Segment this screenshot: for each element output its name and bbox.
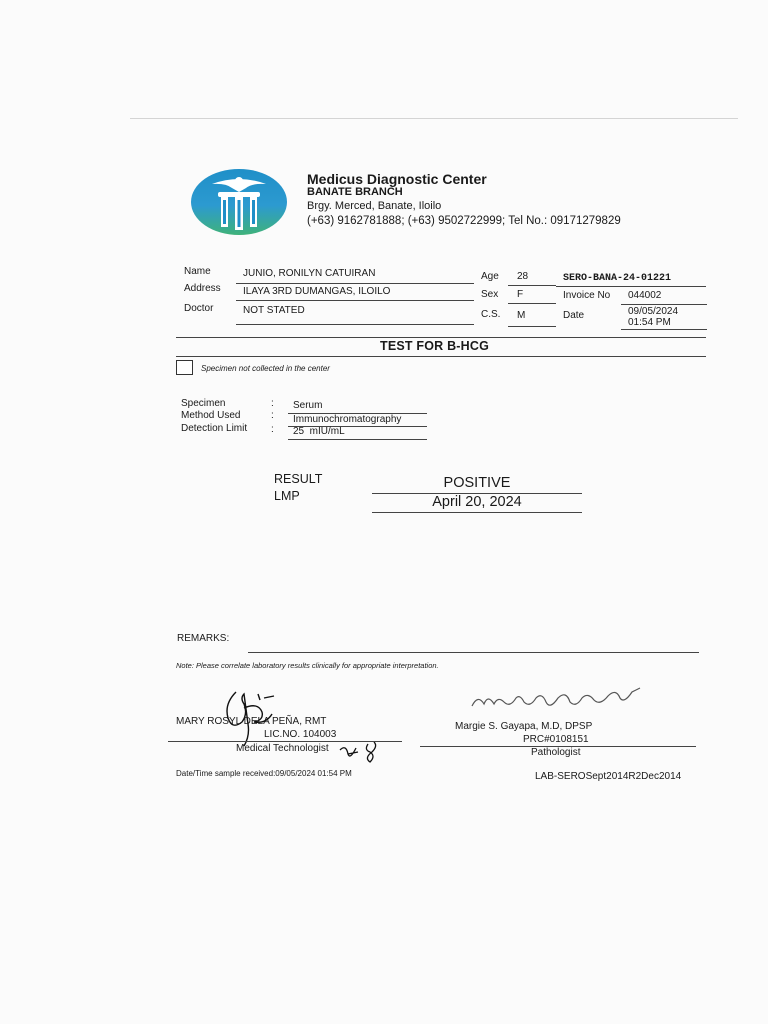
- lmp-underline: [372, 512, 582, 513]
- address-underline: [236, 300, 474, 301]
- patient-name: JUNIO, RONILYN CATUIRAN: [243, 268, 376, 279]
- specimen-colon: :: [271, 398, 274, 409]
- limit-value: 25 mIU/mL: [293, 426, 345, 437]
- clinic-phones: (+63) 9162781888; (+63) 9502722999; Tel No.: 09171279829: [307, 215, 621, 227]
- doctor-name: NOT STATED: [243, 305, 305, 316]
- report-time: 01:54 PM: [628, 317, 671, 328]
- age-label: Age: [481, 271, 499, 282]
- specimen-value: Serum: [293, 400, 323, 411]
- doctor-label: Doctor: [184, 303, 214, 314]
- specimen-label: Specimen: [181, 398, 226, 409]
- pathologist-name: Margie S. Gayapa, M.D, DPSP: [455, 721, 593, 732]
- pathologist-signature: [470, 684, 642, 714]
- technologist-name: MARY ROSYL DELA PEÑA, RMT: [176, 716, 327, 727]
- report-date: 09/05/2024: [628, 306, 679, 317]
- date-underline: [621, 329, 707, 330]
- name-underline: [236, 283, 474, 284]
- method-value: Immunochromatography: [293, 414, 402, 425]
- limit-underline: [288, 439, 427, 440]
- initials-mark: [338, 740, 384, 764]
- lmp-value: April 20, 2024: [432, 494, 522, 510]
- limit-label: Detection Limit: [181, 423, 248, 434]
- code-underline: [556, 286, 706, 287]
- not-collected-label: Specimen not collected in the center: [201, 364, 330, 373]
- method-label: Method Used: [181, 410, 241, 421]
- patient-cs: M: [517, 310, 526, 321]
- form-code: LAB-SEROSept2014R2Dec2014: [535, 771, 682, 782]
- result-label: RESULT: [274, 472, 323, 486]
- lmp-label: LMP: [274, 489, 300, 503]
- result-value: POSITIVE: [443, 475, 511, 491]
- patient-address: ILAYA 3RD DUMANGAS, ILOILO: [243, 286, 391, 297]
- clinic-address: Brgy. Merced, Banate, Iloilo: [307, 200, 442, 212]
- clinic-name: Medicus Diagnostic Center: [307, 171, 487, 187]
- invoice-label: Invoice No: [563, 290, 611, 301]
- section-rule-bottom: [176, 356, 706, 357]
- interpretation-note: Note: Please correlate laboratory results clinically for appropriate interpretation.: [176, 661, 439, 670]
- remarks-label: REMARKS:: [177, 633, 230, 644]
- technologist-title: Medical Technologist: [236, 743, 329, 754]
- pathologist-prc: PRC#0108151: [523, 734, 589, 745]
- section-rule-top: [176, 337, 706, 338]
- branch-name: BANATE BRANCH: [307, 186, 403, 198]
- doctor-underline: [236, 324, 474, 325]
- case-code: SERO-BANA-24-01221: [563, 273, 672, 284]
- top-border: [130, 118, 738, 119]
- invoice-number: 044002: [628, 290, 662, 301]
- age-underline: [508, 285, 556, 286]
- cs-label: C.S.: [481, 309, 501, 320]
- name-label: Name: [184, 266, 211, 277]
- patient-age: 28: [517, 271, 529, 282]
- test-title: TEST FOR B-HCG: [380, 339, 490, 353]
- address-label: Address: [184, 283, 221, 294]
- method-colon: :: [271, 410, 274, 421]
- date-label: Date: [563, 310, 585, 321]
- cs-underline: [508, 326, 556, 327]
- patient-sex: F: [517, 289, 524, 300]
- technologist-sign-line: [168, 741, 402, 742]
- sex-underline: [508, 303, 556, 304]
- not-collected-checkbox[interactable]: [176, 360, 193, 375]
- invoice-underline: [621, 304, 707, 305]
- clinic-logo: [190, 168, 288, 236]
- sample-received: Date/Time sample received:09/05/2024 01:54 PM: [176, 769, 352, 778]
- sex-label: Sex: [481, 289, 499, 300]
- limit-colon: :: [271, 424, 274, 435]
- technologist-license: LIC.NO. 104003: [264, 729, 337, 740]
- remarks-line: [248, 652, 699, 653]
- pathologist-title: Pathologist: [531, 747, 581, 758]
